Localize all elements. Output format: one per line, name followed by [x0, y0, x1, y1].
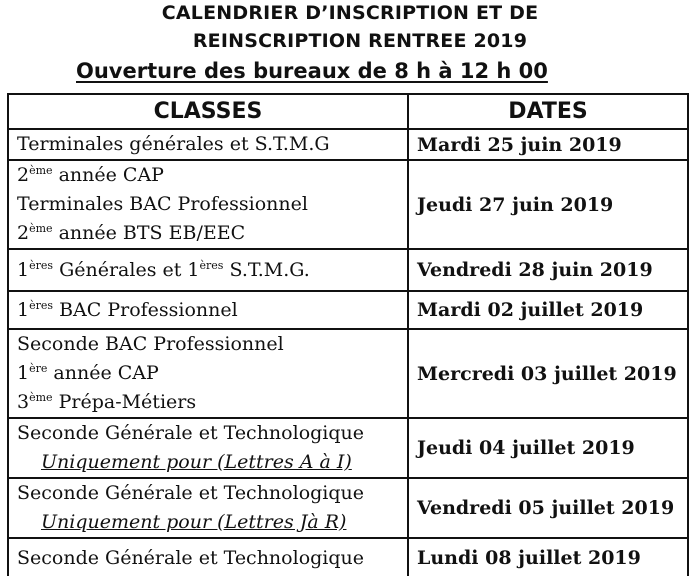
date-cell: Vendredi 05 juillet 2019 — [408, 478, 688, 538]
table-row — [8, 291, 688, 329]
table-row — [8, 249, 688, 291]
date-cell: Mercredi 03 juillet 2019 — [408, 329, 688, 418]
class-line: 1ères Générales et 1ères S.T.M.G. — [17, 258, 310, 281]
table-row — [8, 329, 688, 418]
table-header-row — [8, 94, 688, 129]
class-note: Uniquement pour (Lettres A à I) — [41, 451, 352, 473]
superscript: ème — [29, 164, 53, 177]
header-dates: DATES — [408, 94, 688, 129]
date-cell: Jeudi 04 juillet 2019 — [408, 418, 688, 478]
header-classes: CLASSES — [8, 94, 408, 129]
class-line: 3ème Prépa-Métiers — [17, 391, 197, 413]
table-row — [8, 538, 688, 576]
superscript: ères — [29, 298, 54, 312]
class-cell — [8, 478, 408, 538]
class-line: 1ères BAC Professionnel — [17, 298, 238, 321]
class-cell — [8, 329, 408, 418]
date-cell: Lundi 08 juillet 2019 — [408, 538, 688, 576]
class-line: Seconde BAC Professionnel — [17, 333, 284, 355]
title-line-1: CALENDRIER D’INSCRIPTION ET DE — [161, 2, 539, 24]
superscript: ème — [29, 222, 53, 235]
class-line: 2ème année BTS EB/EEC — [17, 222, 246, 244]
title-line-2: REINSCRIPTION RENTREE 2019 — [192, 30, 528, 52]
superscript: ère — [29, 362, 48, 375]
date-cell: Jeudi 27 juin 2019 — [408, 160, 688, 249]
date-cell: Vendredi 28 juin 2019 — [408, 249, 688, 291]
class-line: Terminales générales et S.T.M.G — [17, 133, 330, 155]
class-cell — [8, 249, 408, 291]
superscript: ères — [29, 258, 54, 272]
class-cell — [8, 160, 408, 249]
class-line: 1ère année CAP — [17, 362, 159, 384]
date-cell: Mardi 25 juin 2019 — [408, 129, 688, 160]
class-cell — [8, 418, 408, 478]
superscript: ères — [199, 258, 224, 272]
superscript: ème — [29, 391, 53, 404]
table-body — [8, 129, 688, 576]
class-note: Uniquement pour (Lettres Jà R) — [41, 511, 347, 533]
opening-hours: Ouverture des bureaux de 8 h à 12 h 00 — [76, 59, 548, 83]
date-cell: Mardi 02 juillet 2019 — [408, 291, 688, 329]
class-line: Seconde Générale et Technologique — [17, 422, 365, 444]
table-row — [8, 129, 688, 160]
table-row — [8, 160, 688, 249]
class-line: Seconde Générale et Technologique — [17, 546, 365, 569]
class-cell — [8, 129, 408, 160]
class-line: Terminales BAC Professionnel — [17, 193, 308, 215]
table-row — [8, 478, 688, 538]
class-line: Seconde Générale et Technologique — [17, 482, 365, 504]
class-cell — [8, 291, 408, 329]
class-line: 2ème année CAP — [17, 164, 164, 186]
registration-schedule-table — [7, 93, 689, 576]
table-row — [8, 418, 688, 478]
class-cell — [8, 538, 408, 576]
